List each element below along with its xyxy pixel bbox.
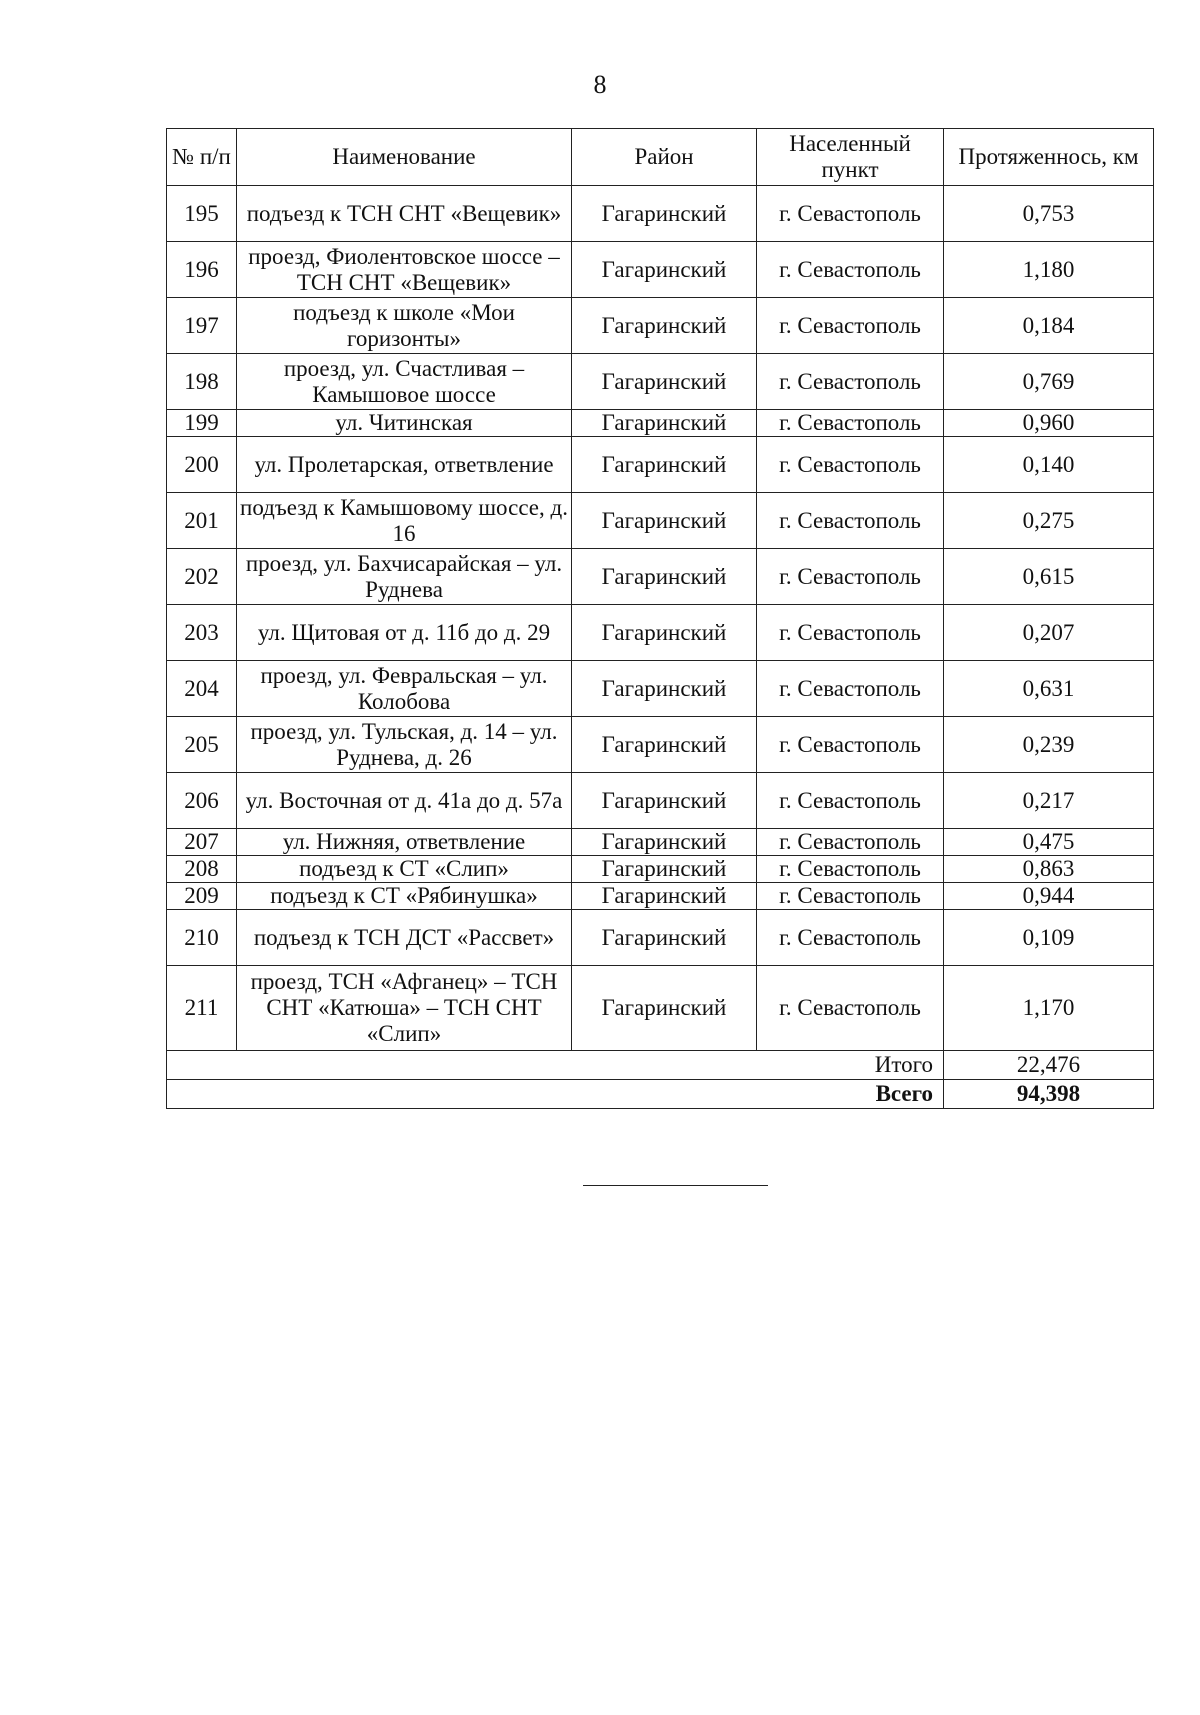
cell-name: проезд, ул. Тульская, д. 14 – ул. Руднева, д. 26 [237,717,572,773]
cell-num: 198 [167,354,237,410]
table-row [167,549,1154,605]
cell-num: 196 [167,242,237,298]
table-row [167,910,1154,966]
header-num: № п/п [167,129,237,186]
cell-district: Гагаринский [572,242,757,298]
cell-num: 200 [167,437,237,493]
cell-name: ул. Восточная от д. 41а до д. 57а [237,773,572,829]
cell-district: Гагаринский [572,605,757,661]
cell-num: 203 [167,605,237,661]
table-row [167,883,1154,910]
cell-name: подъезд к Камышовому шоссе, д. 16 [237,493,572,549]
cell-district: Гагаринский [572,410,757,437]
table-row [167,661,1154,717]
cell-num: 202 [167,549,237,605]
cell-district: Гагаринский [572,883,757,910]
cell-district: Гагаринский [572,717,757,773]
table-row [167,966,1154,1051]
header-place: Населенный пункт [757,129,944,186]
cell-place: г. Севастополь [757,298,944,354]
cell-district: Гагаринский [572,186,757,242]
cell-place: г. Севастополь [757,910,944,966]
cell-name: проезд, ул. Счастливая – Камышовое шоссе [237,354,572,410]
cell-num: 209 [167,883,237,910]
table-row [167,410,1154,437]
cell-name: проезд, ул. Бахчисарайская – ул. Руднева [237,549,572,605]
table-row [167,437,1154,493]
cell-num: 201 [167,493,237,549]
cell-length: 0,217 [944,773,1154,829]
table-body [167,186,1154,1109]
cell-place: г. Севастополь [757,549,944,605]
header-district: Район [572,129,757,186]
cell-place: г. Севастополь [757,856,944,883]
cell-place: г. Севастополь [757,773,944,829]
subtotal-row [167,1051,1154,1080]
cell-name: подъезд к школе «Мои горизонты» [237,298,572,354]
table-row [167,354,1154,410]
header-name: Наименование [237,129,572,186]
table-row [167,298,1154,354]
cell-length: 0,275 [944,493,1154,549]
cell-name: подъезд к СТ «Рябинушка» [237,883,572,910]
subtotal-label: Итого [167,1051,944,1080]
cell-length: 0,140 [944,437,1154,493]
cell-num: 211 [167,966,237,1051]
cell-name: подъезд к ТСН СНТ «Вещевик» [237,186,572,242]
header-length: Протяженнось, км [944,129,1154,186]
cell-district: Гагаринский [572,354,757,410]
cell-name: ул. Пролетарская, ответвление [237,437,572,493]
cell-place: г. Севастополь [757,829,944,856]
cell-place: г. Севастополь [757,661,944,717]
cell-length: 0,184 [944,298,1154,354]
cell-district: Гагаринский [572,773,757,829]
cell-district: Гагаринский [572,829,757,856]
cell-name: подъезд к ТСН ДСТ «Рассвет» [237,910,572,966]
cell-place: г. Севастополь [757,605,944,661]
table-row [167,717,1154,773]
cell-length: 1,170 [944,966,1154,1051]
cell-place: г. Севастополь [757,966,944,1051]
cell-district: Гагаринский [572,493,757,549]
table-row [167,829,1154,856]
cell-place: г. Севастополь [757,186,944,242]
cell-place: г. Севастополь [757,354,944,410]
subtotal-value: 22,476 [944,1051,1154,1080]
table-row [167,856,1154,883]
table-row [167,773,1154,829]
cell-district: Гагаринский [572,661,757,717]
cell-name: ул. Читинская [237,410,572,437]
cell-name: проезд, ул. Февральская – ул. Колобова [237,661,572,717]
cell-length: 1,180 [944,242,1154,298]
cell-num: 206 [167,773,237,829]
cell-length: 0,960 [944,410,1154,437]
cell-place: г. Севастополь [757,410,944,437]
cell-num: 205 [167,717,237,773]
cell-num: 210 [167,910,237,966]
cell-district: Гагаринский [572,966,757,1051]
cell-place: г. Севастополь [757,883,944,910]
cell-name: подъезд к СТ «Слип» [237,856,572,883]
cell-district: Гагаринский [572,910,757,966]
end-rule [583,1185,768,1186]
cell-length: 0,769 [944,354,1154,410]
cell-length: 0,207 [944,605,1154,661]
cell-length: 0,239 [944,717,1154,773]
page-number: 8 [593,70,607,99]
cell-name: проезд, ТСН «Афганец» – ТСН СНТ «Катюша» – ТСН СНТ «Слип» [237,966,572,1051]
table-header [167,129,1154,186]
cell-district: Гагаринский [572,437,757,493]
cell-length: 0,475 [944,829,1154,856]
cell-length: 0,109 [944,910,1154,966]
table-row [167,186,1154,242]
cell-place: г. Севастополь [757,717,944,773]
table-row [167,605,1154,661]
cell-length: 0,615 [944,549,1154,605]
cell-length: 0,753 [944,186,1154,242]
table-row [167,242,1154,298]
cell-length: 0,863 [944,856,1154,883]
cell-district: Гагаринский [572,549,757,605]
total-label: Всего [167,1080,944,1109]
cell-district: Гагаринский [572,298,757,354]
cell-place: г. Севастополь [757,437,944,493]
cell-length: 0,631 [944,661,1154,717]
cell-name: ул. Нижняя, ответвление [237,829,572,856]
roads-table [166,128,1154,1109]
total-value: 94,398 [944,1080,1154,1109]
cell-name: ул. Щитовая от д. 11б до д. 29 [237,605,572,661]
cell-length: 0,944 [944,883,1154,910]
table-row [167,493,1154,549]
total-row [167,1080,1154,1109]
cell-name: проезд, Фиолентовское шоссе – ТСН СНТ «Вещевик» [237,242,572,298]
cell-num: 195 [167,186,237,242]
cell-district: Гагаринский [572,856,757,883]
cell-num: 208 [167,856,237,883]
cell-num: 199 [167,410,237,437]
cell-place: г. Севастополь [757,242,944,298]
cell-num: 204 [167,661,237,717]
cell-num: 207 [167,829,237,856]
cell-num: 197 [167,298,237,354]
cell-place: г. Севастополь [757,493,944,549]
